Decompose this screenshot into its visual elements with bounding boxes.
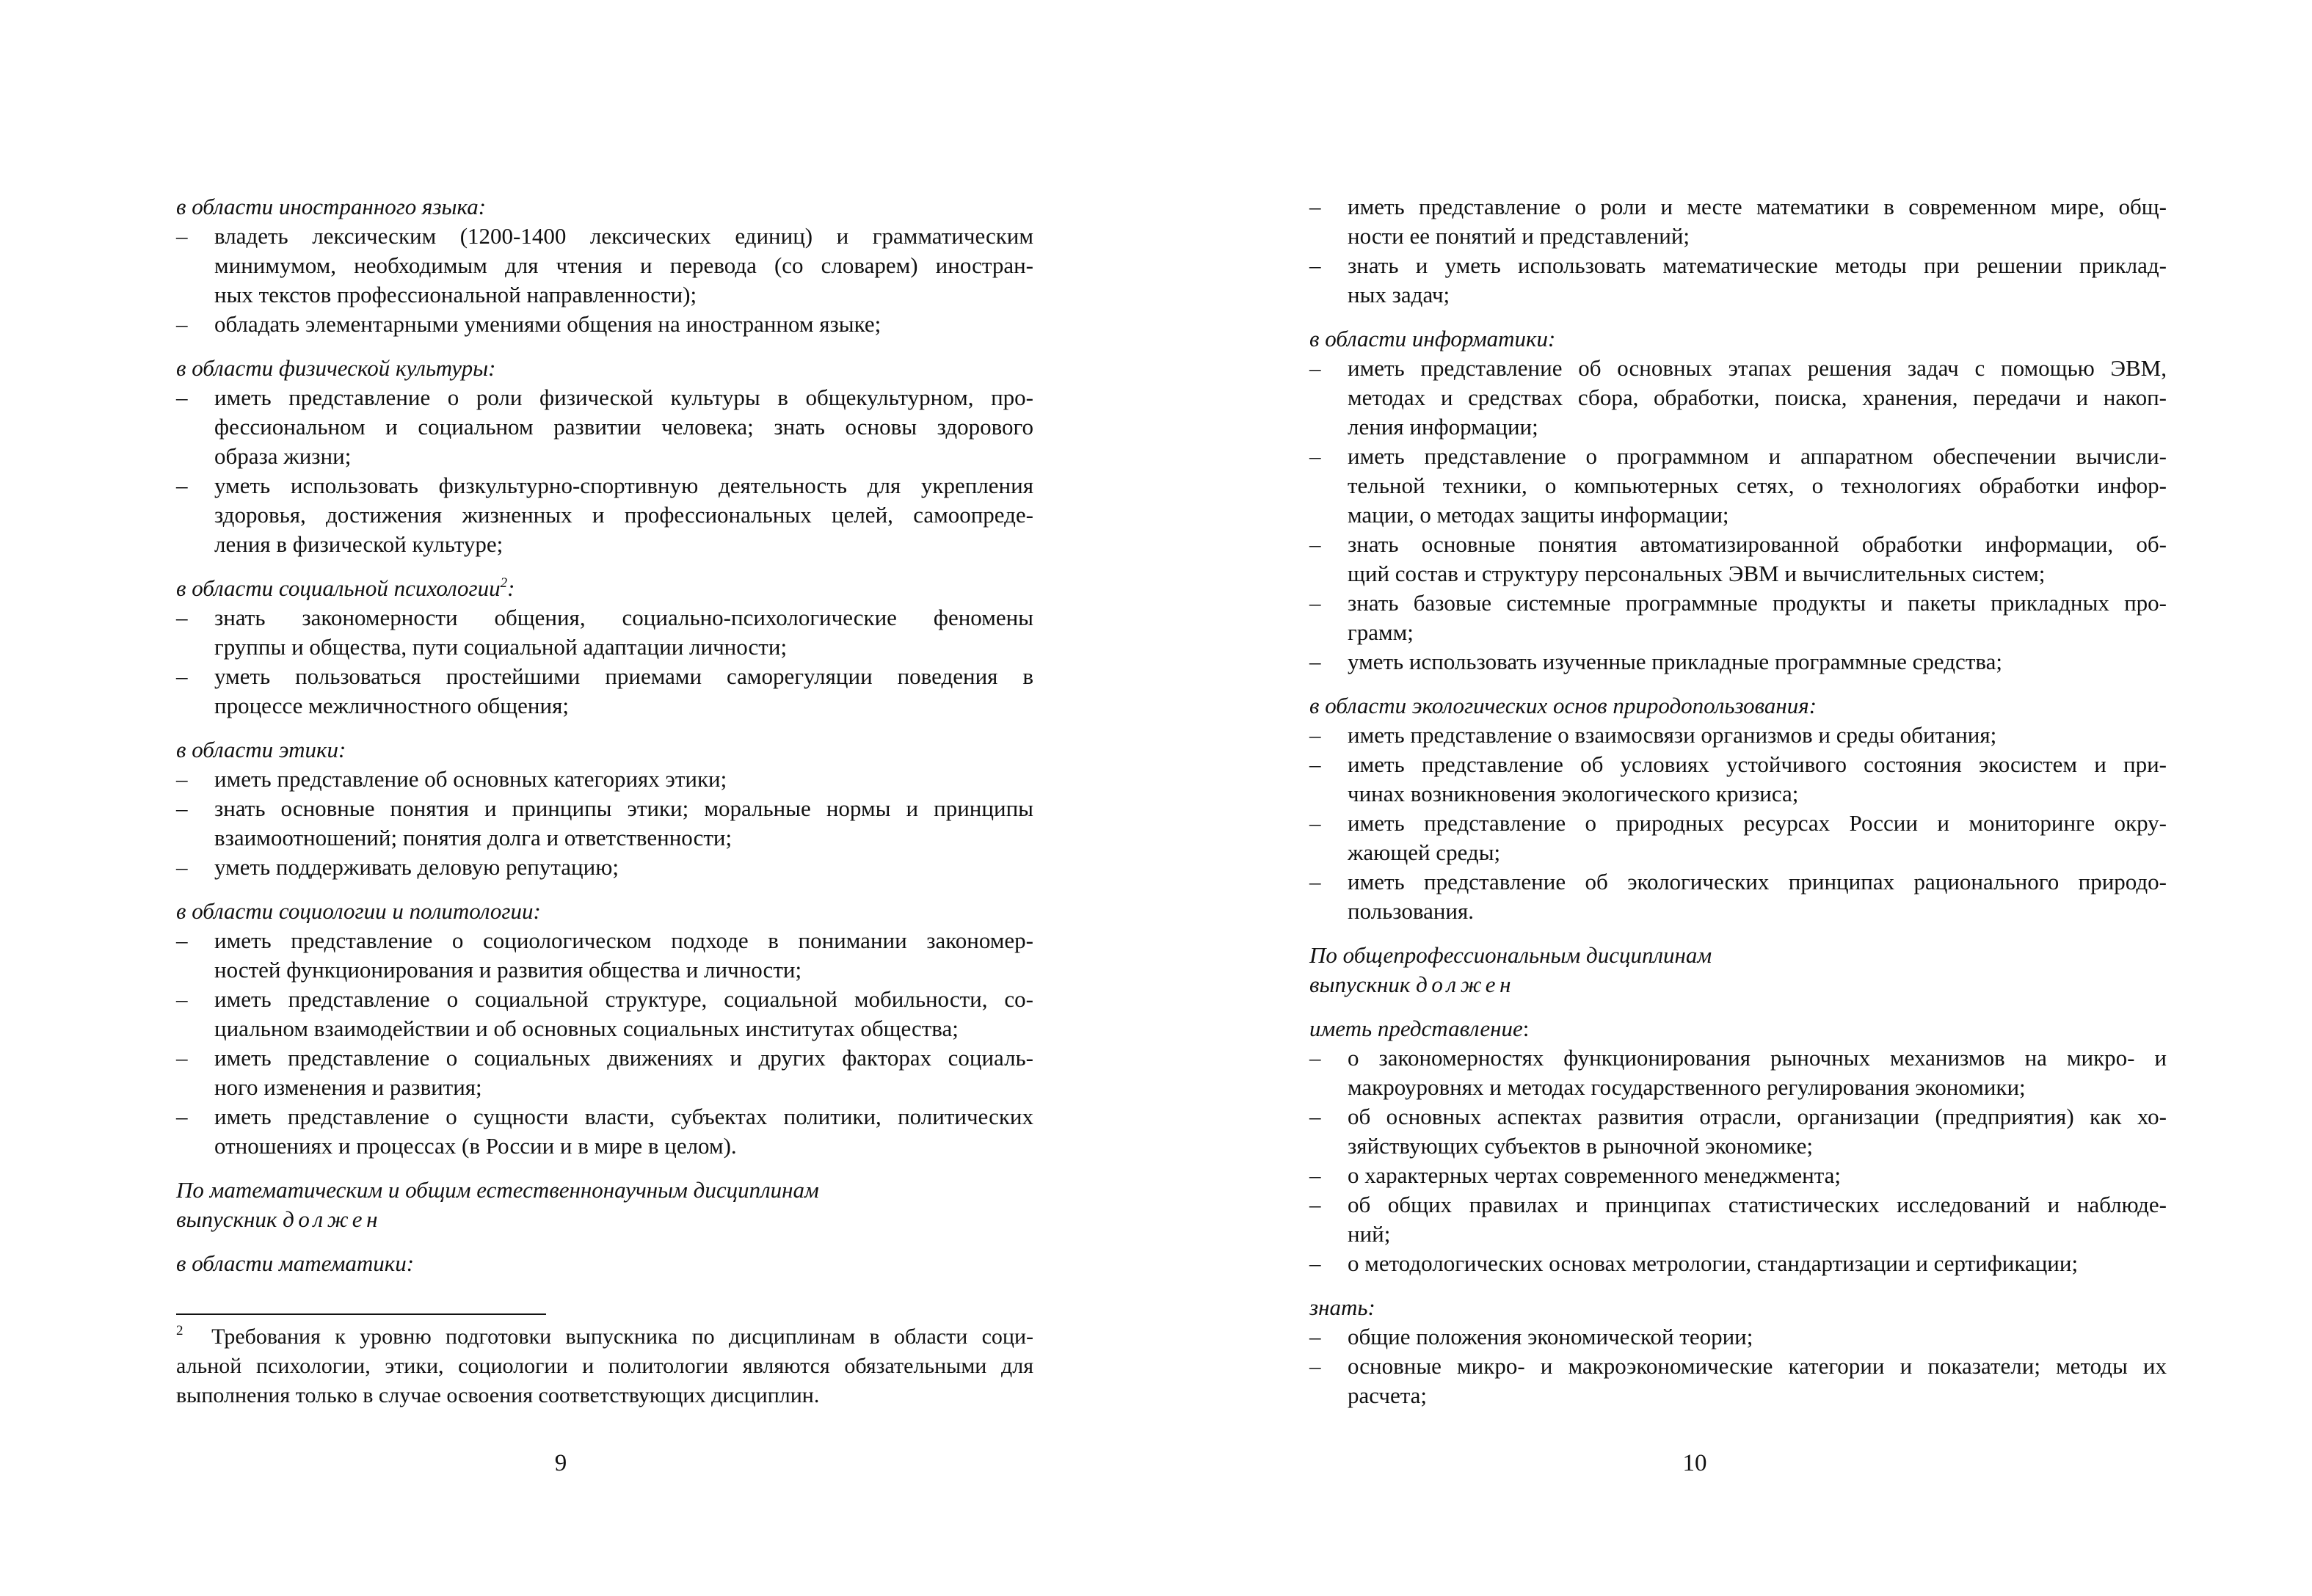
list-mathematics xyxy=(1309,192,2167,310)
list-item xyxy=(176,1043,1033,1073)
dash-bullet: – xyxy=(176,223,188,249)
list-item xyxy=(176,1102,1033,1132)
heading-graduate-must xyxy=(1309,970,2167,999)
list-item-continuation xyxy=(1309,559,2167,589)
list-item-text: ний; xyxy=(1348,1221,1391,1247)
dash-bullet: – xyxy=(1309,810,1321,836)
list-item xyxy=(1309,750,2167,779)
list-item xyxy=(1309,192,2167,222)
list-item xyxy=(1309,1249,2167,1278)
list-item-continuation xyxy=(1309,471,2167,500)
list-item-text: владеть лексическим (1200-1400 лексических единиц) и грамматическим xyxy=(214,223,1033,249)
list-item-text: иметь представление о социальной структуре, социальной мобильности, со- xyxy=(214,986,1033,1012)
list-item-text: иметь представление об экологических принципах рационального природо- xyxy=(1348,869,2167,894)
list-ethics xyxy=(176,765,1033,882)
list-item-text: минимумом, необходимым для чтения и перевода (со словарем) иностран- xyxy=(214,252,1033,278)
dash-bullet: – xyxy=(1309,869,1321,894)
list-item-text: знать и уметь использовать математические методы при решении приклад- xyxy=(1348,252,2167,278)
list-item-continuation xyxy=(176,280,1033,310)
list-item xyxy=(1309,251,2167,280)
list-item-continuation xyxy=(1309,618,2167,647)
list-have-idea xyxy=(1309,1043,2167,1278)
list-item-text: уметь поддерживать деловую репутацию; xyxy=(214,854,619,880)
heading-colon: : xyxy=(1522,1016,1530,1041)
dash-bullet: – xyxy=(1309,1353,1321,1379)
list-item xyxy=(1309,530,2167,559)
dash-bullet: – xyxy=(176,795,188,821)
list-item-text: иметь представление о сущности власти, субъектах политики, политических xyxy=(214,1104,1033,1129)
heading-colon: : xyxy=(507,575,515,601)
list-item-text: ных задач; xyxy=(1348,282,1450,307)
dash-bullet: – xyxy=(176,605,188,630)
list-sociology xyxy=(176,926,1033,1161)
list-item-text: расчета; xyxy=(1348,1382,1428,1408)
must-label: должен xyxy=(1416,972,1516,997)
list-item-text: знать основные понятия и принципы этики; моральные нормы и принципы xyxy=(214,795,1033,821)
list-item xyxy=(1309,1043,2167,1073)
list-item-text: грамм; xyxy=(1348,619,1414,645)
list-item xyxy=(176,603,1033,633)
heading-know: знать: xyxy=(1309,1294,1375,1320)
dash-bullet: – xyxy=(1309,722,1321,748)
list-item-text: о характерных чертах современного менеджмента; xyxy=(1348,1162,1842,1188)
list-item-text: иметь представление об основных категориях этики; xyxy=(214,766,727,792)
list-item-text: уметь использовать изученные прикладные программные средства; xyxy=(1348,649,2002,674)
list-item xyxy=(176,471,1033,500)
list-item-text: циальном взаимодействии и об основных социальных институтах общества; xyxy=(214,1016,959,1041)
list-item xyxy=(1309,1102,2167,1132)
graduate-label: выпускник xyxy=(1309,972,1417,997)
list-item-text: взаимоотношений; понятия долга и ответственности; xyxy=(214,825,733,850)
list-item-continuation xyxy=(176,1132,1033,1161)
list-item xyxy=(176,310,1033,339)
list-item-text: иметь представление о социологическом подходе в понимании закономер- xyxy=(214,928,1033,953)
dash-bullet: – xyxy=(176,1045,188,1071)
dash-bullet: – xyxy=(176,928,188,953)
list-item-text: знать закономерности общения, социально-психологические феномены xyxy=(214,605,1033,630)
dash-bullet: – xyxy=(1309,355,1321,381)
list-item-text: здоровья, достижения жизненных и профессиональных целей, самоопреде- xyxy=(214,502,1033,528)
list-item-text: иметь представление об условиях устойчивого состояния экосистем и при- xyxy=(1348,751,2167,777)
list-item xyxy=(176,222,1033,251)
must-label: должен xyxy=(283,1206,382,1232)
list-item-text: об общих правилах и принципах статистических исследований и наблюде- xyxy=(1348,1192,2167,1217)
list-item-text: ностей функционирования и развития общества и личности; xyxy=(214,957,802,983)
footnote-mark: 2 xyxy=(176,1323,183,1338)
list-item-continuation xyxy=(176,251,1033,280)
list-item xyxy=(1309,1161,2167,1190)
dash-bullet: – xyxy=(1309,649,1321,674)
list-item xyxy=(1309,589,2167,618)
list-item-text: образа жизни; xyxy=(214,443,352,469)
heading-physical-culture: в области физической культуры: xyxy=(176,355,496,381)
list-item-continuation xyxy=(1309,383,2167,412)
list-item-continuation xyxy=(176,955,1033,985)
list-item xyxy=(1309,354,2167,383)
list-item-text: процессе межличностного общения; xyxy=(214,693,569,718)
list-item-text: иметь представление об основных этапах решения задач с помощью ЭВМ, xyxy=(1348,355,2167,381)
footnote-line-1-text: Требования к уровню подготовки выпускника по дисциплинам в области соци- xyxy=(211,1324,1034,1349)
list-item xyxy=(176,794,1033,823)
list-item-text: знать основные понятия автоматизированной обработки информации, об- xyxy=(1348,531,2167,557)
left-page-content xyxy=(176,192,1033,1278)
list-item-text: макроуровнях и методах государственного регулирования экономики; xyxy=(1348,1074,2026,1100)
list-item xyxy=(1309,442,2167,471)
list-item-text: иметь представление о социальных движениях и других факторах социаль- xyxy=(214,1045,1033,1071)
list-item-text: ности ее понятий и представлений; xyxy=(1348,223,1690,249)
list-informatics xyxy=(1309,354,2167,677)
list-item-text: обладать элементарными умениями общения на иностранном языке; xyxy=(214,311,881,337)
list-item xyxy=(176,662,1033,691)
list-item-text: зяйствующих субъектов в рыночной экономике; xyxy=(1348,1133,1813,1159)
dash-bullet: – xyxy=(176,311,188,337)
list-physical-culture xyxy=(176,383,1033,559)
list-item-text: пользования. xyxy=(1348,898,1475,924)
page-number: 9 xyxy=(554,1450,567,1476)
list-item-text: группы и общества, пути социальной адаптации личности; xyxy=(214,634,788,660)
list-item-text: о закономерностях функционирования рыночных механизмов на микро- и xyxy=(1348,1045,2167,1071)
footnote-line-3: выполнения только в случае освоения соответствующих дисциплин. xyxy=(176,1383,820,1407)
dash-bullet: – xyxy=(176,385,188,410)
list-item-continuation xyxy=(176,633,1033,662)
list-item-continuation xyxy=(1309,1132,2167,1161)
list-item xyxy=(1309,1190,2167,1220)
list-item-text: ных текстов профессиональной направленности); xyxy=(214,282,697,307)
dash-bullet: – xyxy=(176,663,188,689)
dash-bullet: – xyxy=(176,766,188,792)
heading-ecology: в области экологических основ природопользования: xyxy=(1309,693,1817,718)
dash-bullet: – xyxy=(1309,1250,1321,1276)
list-item xyxy=(176,383,1033,412)
heading-informatics: в области информатики: xyxy=(1309,326,1556,351)
list-item xyxy=(176,853,1033,882)
list-item-text: фессиональном и социальном развитии человека; знать основы здорового xyxy=(214,414,1033,440)
list-item-continuation xyxy=(1309,280,2167,310)
list-item xyxy=(1309,809,2167,838)
list-item-text: о методологических основах метрологии, стандартизации и сертификации; xyxy=(1348,1250,2079,1276)
heading-social-psychology xyxy=(176,574,1033,603)
list-ecology xyxy=(1309,721,2167,926)
heading-graduate-must xyxy=(176,1205,1033,1234)
dash-bullet: – xyxy=(1309,531,1321,557)
list-item-text: иметь представление о роли физической культуры в общекультурном, про- xyxy=(214,385,1033,410)
list-item-continuation xyxy=(1309,1220,2167,1249)
list-item-continuation xyxy=(1309,500,2167,530)
list-item-text: уметь пользоваться простейшими приемами саморегуляции поведения в xyxy=(214,663,1033,689)
list-item-text: чинах возникновения экологического кризиса; xyxy=(1348,781,1799,806)
list-item-continuation xyxy=(176,823,1033,853)
list-item-text: отношениях и процессах (в России и в мире в целом). xyxy=(214,1133,737,1159)
heading-sociology: в области социологии и политологии: xyxy=(176,898,541,924)
list-item xyxy=(1309,1352,2167,1381)
heading-foreign-language: в области иностранного языка: xyxy=(176,194,487,219)
dash-bullet: – xyxy=(1309,1192,1321,1217)
list-item-text: щий состав и структуру персональных ЭВМ и вычислительных систем; xyxy=(1348,561,2046,586)
dash-bullet: – xyxy=(1309,443,1321,469)
list-item-continuation xyxy=(176,691,1033,721)
list-item xyxy=(1309,1322,2167,1352)
list-item xyxy=(176,926,1033,955)
list-item-text: мации, о методах защиты информации; xyxy=(1348,502,1729,528)
dash-bullet: – xyxy=(1309,1162,1321,1188)
heading-math-disciplines: По математическим и общим естественнонаучным дисциплинам xyxy=(176,1177,819,1203)
list-item xyxy=(1309,647,2167,677)
list-know xyxy=(1309,1322,2167,1410)
heading-ethics: в области этики: xyxy=(176,737,346,762)
dash-bullet: – xyxy=(176,1104,188,1129)
list-foreign-language xyxy=(176,222,1033,339)
list-item-text: жающей среды; xyxy=(1348,839,1501,865)
heading-professional-disciplines: По общепрофессиональным дисциплинам xyxy=(1309,942,1712,968)
list-item-continuation xyxy=(176,530,1033,559)
page-number: 10 xyxy=(1682,1450,1707,1476)
graduate-label: выпускник xyxy=(176,1206,283,1232)
footnote-line-1 xyxy=(176,1322,1033,1352)
footnote-line-2: альной психологии, этики, социологии и политологии являются обязательными для xyxy=(176,1354,1033,1378)
dash-bullet: – xyxy=(1309,252,1321,278)
dash-bullet: – xyxy=(1309,751,1321,777)
list-item-continuation xyxy=(1309,222,2167,251)
list-item xyxy=(176,765,1033,794)
heading-social-psychology-text: в области социальной психологии xyxy=(176,575,501,601)
dash-bullet: – xyxy=(1309,1045,1321,1071)
dash-bullet: – xyxy=(1309,1104,1321,1129)
footnote-reference: 2 xyxy=(500,575,508,591)
heading-have-idea-text: иметь представление xyxy=(1309,1016,1523,1041)
list-item-continuation xyxy=(176,412,1033,442)
list-item-continuation xyxy=(176,500,1033,530)
dash-bullet: – xyxy=(1309,194,1321,219)
heading-mathematics: в области математики: xyxy=(176,1250,415,1276)
list-item-continuation xyxy=(1309,1381,2167,1410)
right-page-content xyxy=(1309,192,2167,1410)
heading-have-idea xyxy=(1309,1014,2167,1043)
list-item-continuation xyxy=(1309,897,2167,926)
list-item-text: уметь использовать физкультурно-спортивную деятельность для укрепления xyxy=(214,473,1033,498)
list-item-text: иметь представление о природных ресурсах России и мониторинге окру- xyxy=(1348,810,2167,836)
list-item-text: знать базовые системные программные продукты и пакеты прикладных про- xyxy=(1348,590,2167,616)
dash-bullet: – xyxy=(1309,1324,1321,1349)
list-item-text: методах и средствах сбора, обработки, поиска, хранения, передачи и накоп- xyxy=(1348,385,2167,410)
list-item-text: иметь представление о взаимосвязи организмов и среды обитания; xyxy=(1348,722,1997,748)
list-item-continuation xyxy=(176,1014,1033,1043)
list-item xyxy=(176,985,1033,1014)
list-item xyxy=(1309,721,2167,750)
footnote-divider xyxy=(176,1313,546,1315)
list-item-text: основные микро- и макроэкономические категории и показатели; методы их xyxy=(1348,1353,2167,1379)
list-item-text: об основных аспектах развития отрасли, организации (предприятия) как хо- xyxy=(1348,1104,2167,1129)
list-item-continuation xyxy=(176,442,1033,471)
list-item-text: иметь представление о роли и месте математики в современном мире, общ- xyxy=(1348,194,2167,219)
list-item-text: иметь представление о программном и аппаратном обеспечении вычисли- xyxy=(1348,443,2167,469)
list-item-text: тельной техники, о компьютерных сетях, о технологиях обработки инфор- xyxy=(1348,473,2167,498)
dash-bullet: – xyxy=(176,854,188,880)
list-social-psychology xyxy=(176,603,1033,721)
dash-bullet: – xyxy=(176,986,188,1012)
list-item-continuation xyxy=(1309,779,2167,809)
list-item xyxy=(1309,867,2167,897)
list-item-text: ления информации; xyxy=(1348,414,1538,440)
list-item-text: ления в физической культуре; xyxy=(214,531,504,557)
list-item-continuation xyxy=(1309,838,2167,867)
list-item-continuation xyxy=(176,1073,1033,1102)
dash-bullet: – xyxy=(176,473,188,498)
list-item-continuation xyxy=(1309,1073,2167,1102)
list-item-continuation xyxy=(1309,412,2167,442)
list-item-text: общие положения экономической теории; xyxy=(1348,1324,1753,1349)
list-item-text: ного изменения и развития; xyxy=(214,1074,482,1100)
footnote xyxy=(176,1322,1033,1410)
dash-bullet: – xyxy=(1309,590,1321,616)
